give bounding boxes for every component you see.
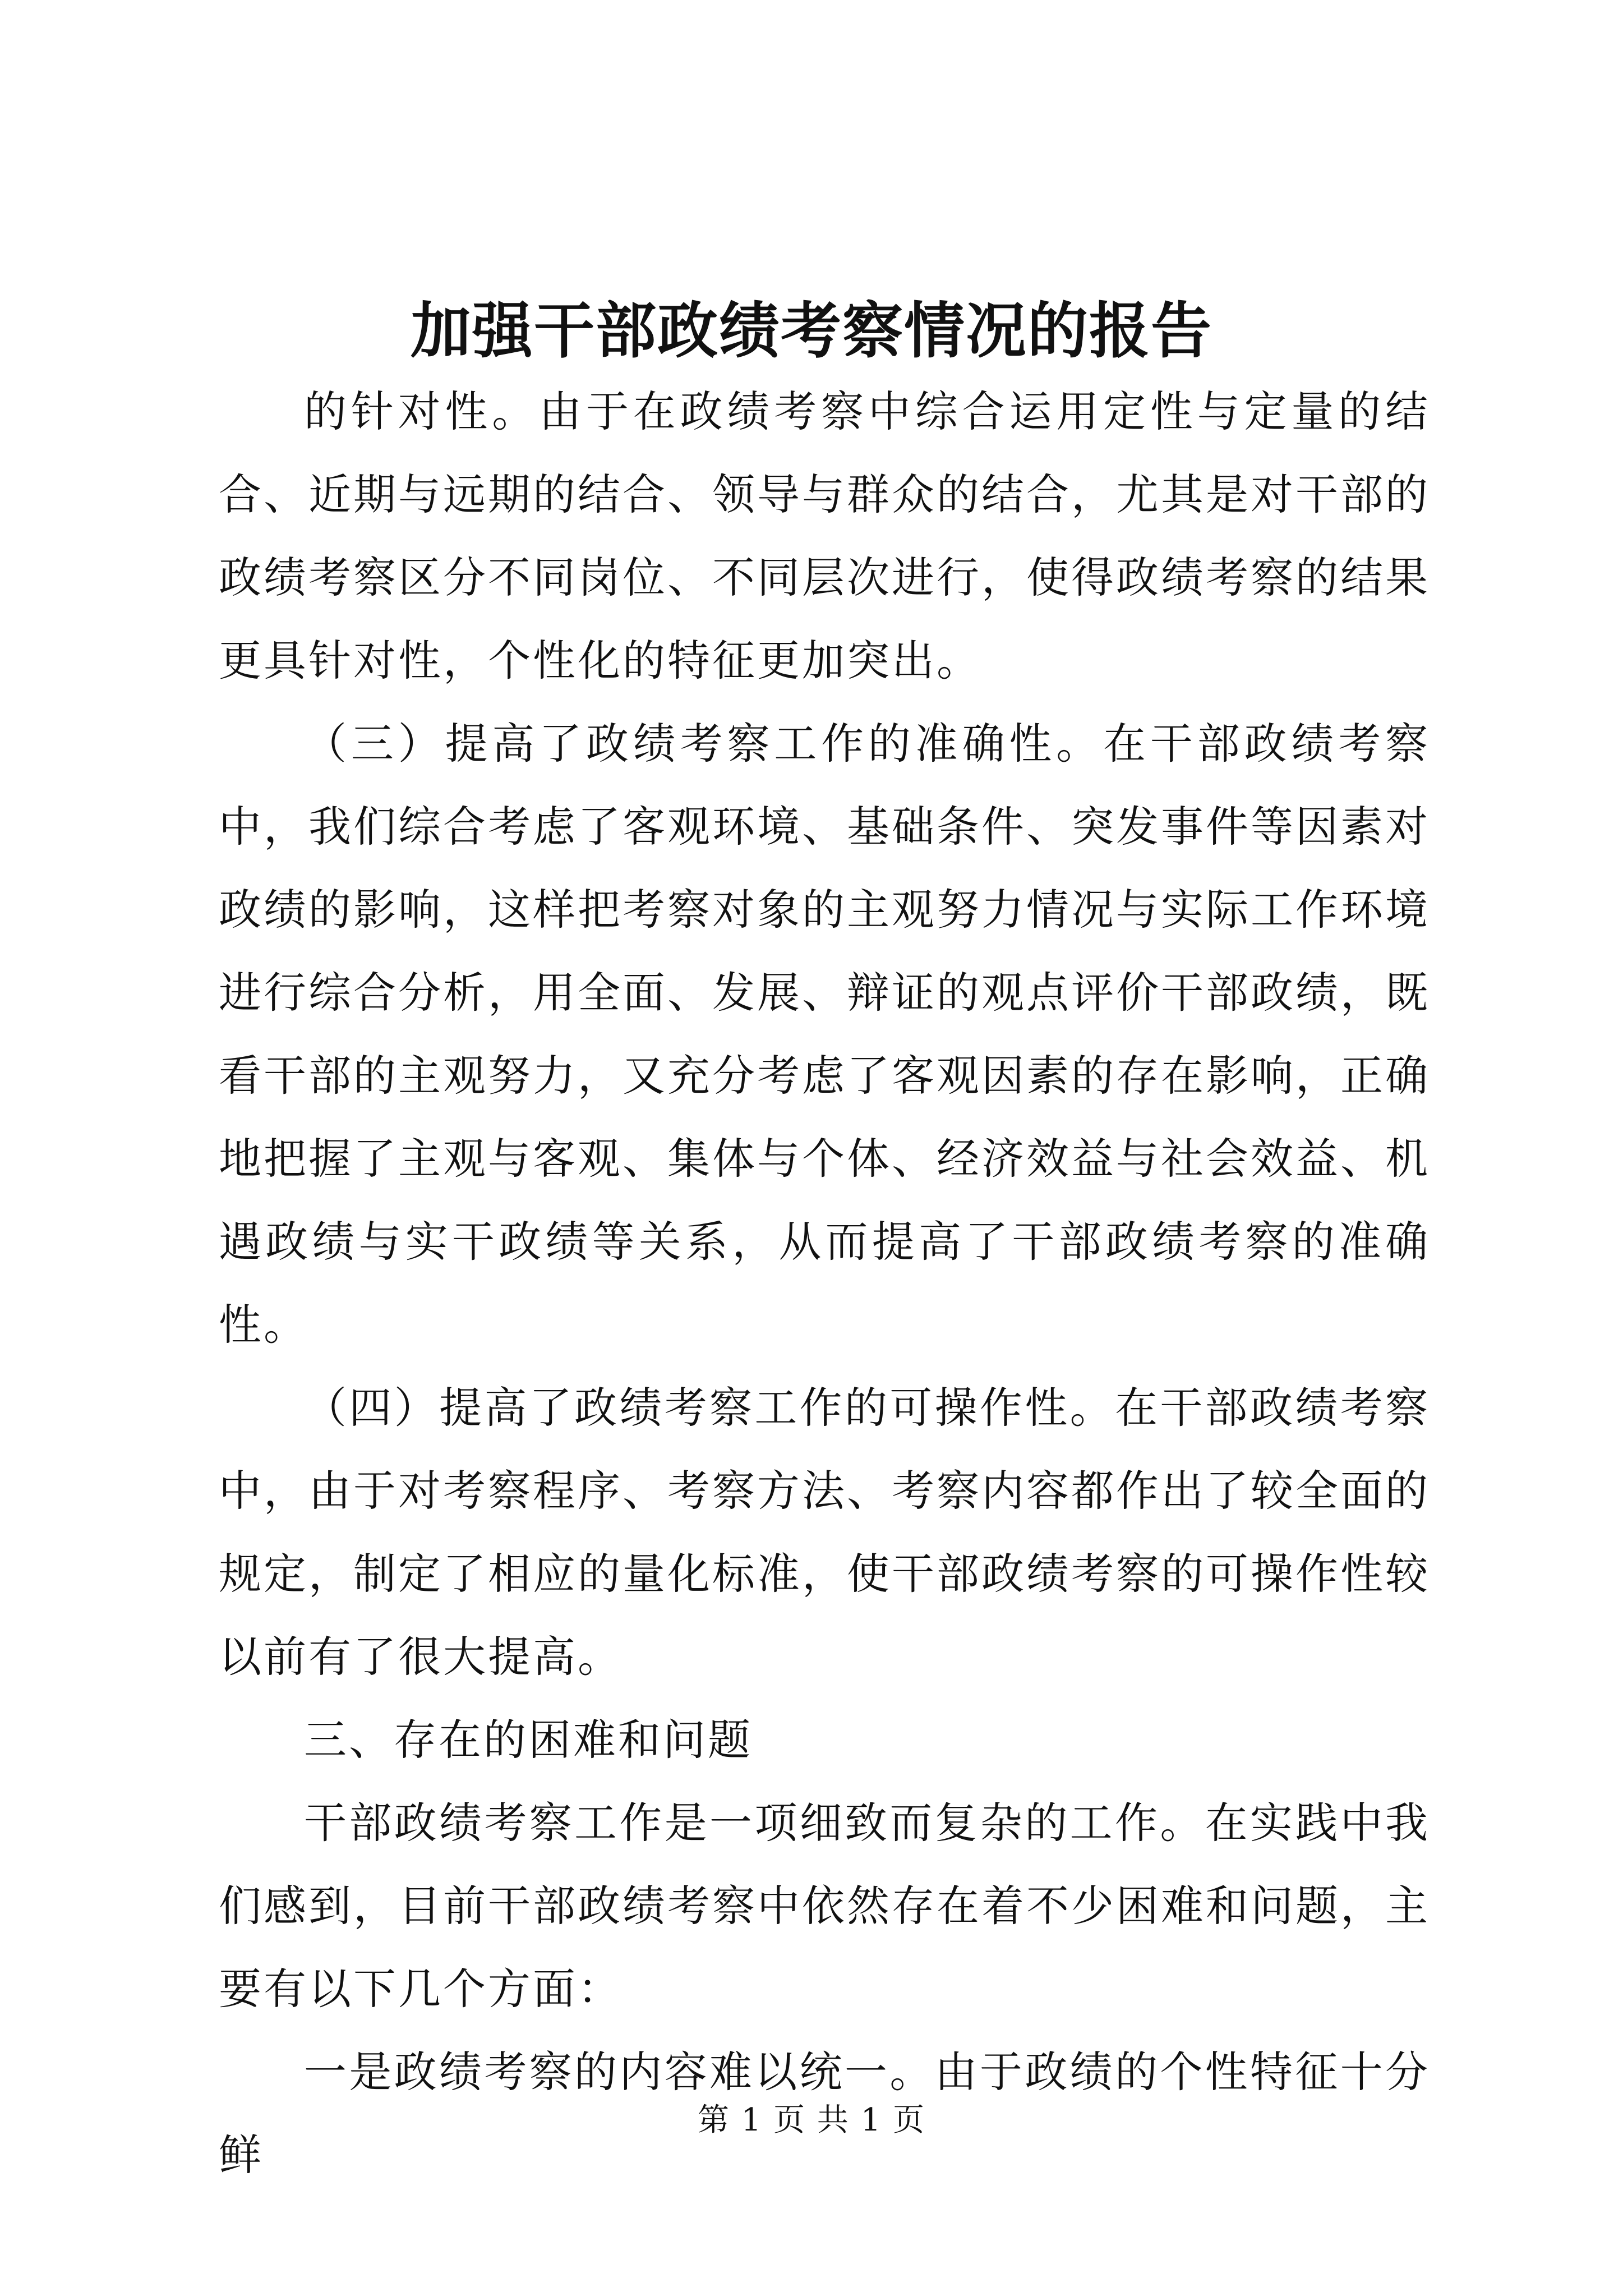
paragraph-1: 的针对性。由于在政绩考察中综合运用定性与定量的结合、近期与远期的结合、领导与群众的结合，尤其是对干部的政绩考察区分不同岗位、不同层次进行，使得政绩考察的结果更具针对性，个性化的特征更加突出。 [219,386,1430,685]
paragraph-2: （三）提高了政绩考察工作的准确性。在干部政绩考察中，我们综合考虑了客观环境、基础条件、突发事件等因素对政绩的影响，这样把考察对象的主观努力情况与实际工作环境进行综合分析，用全面、发展、辩证的观点评价干部政绩，既看干部的主观努力，又充分考虑了客观因素的存在影响，正确地把握了主观与客观、集体与个体、经济效益与社会效益、机遇政绩与实干政绩等关系，从而提高了干部政绩考察的准确性。 [219,719,1430,1350]
paragraph-3: （四）提高了政绩考察工作的可操作性。在干部政绩考察中，由于对考察程序、考察方法、考察内容都作出了较全面的规定，制定了相应的量化标准，使干部政绩考察的可操作性较以前有了很大提高。 [219,1383,1430,1682]
paragraph-5: 一是政绩考察的内容难以统一。由于政绩的个性特征十分鲜 [219,2047,1430,2180]
section-heading: 三、存在的困难和问题 [304,1715,753,1765]
page-footer: 第 1 页 共 1 页 [697,2102,926,2138]
paragraph-4: 干部政绩考察工作是一项细致而复杂的工作。在实践中我们感到，目前干部政绩考察中依然存在着不少困难和问题，主要有以下几个方面： [219,1798,1430,2014]
document-body [219,370,1430,2197]
document-title: 加强干部政绩考察情况的报告 [410,296,1212,366]
